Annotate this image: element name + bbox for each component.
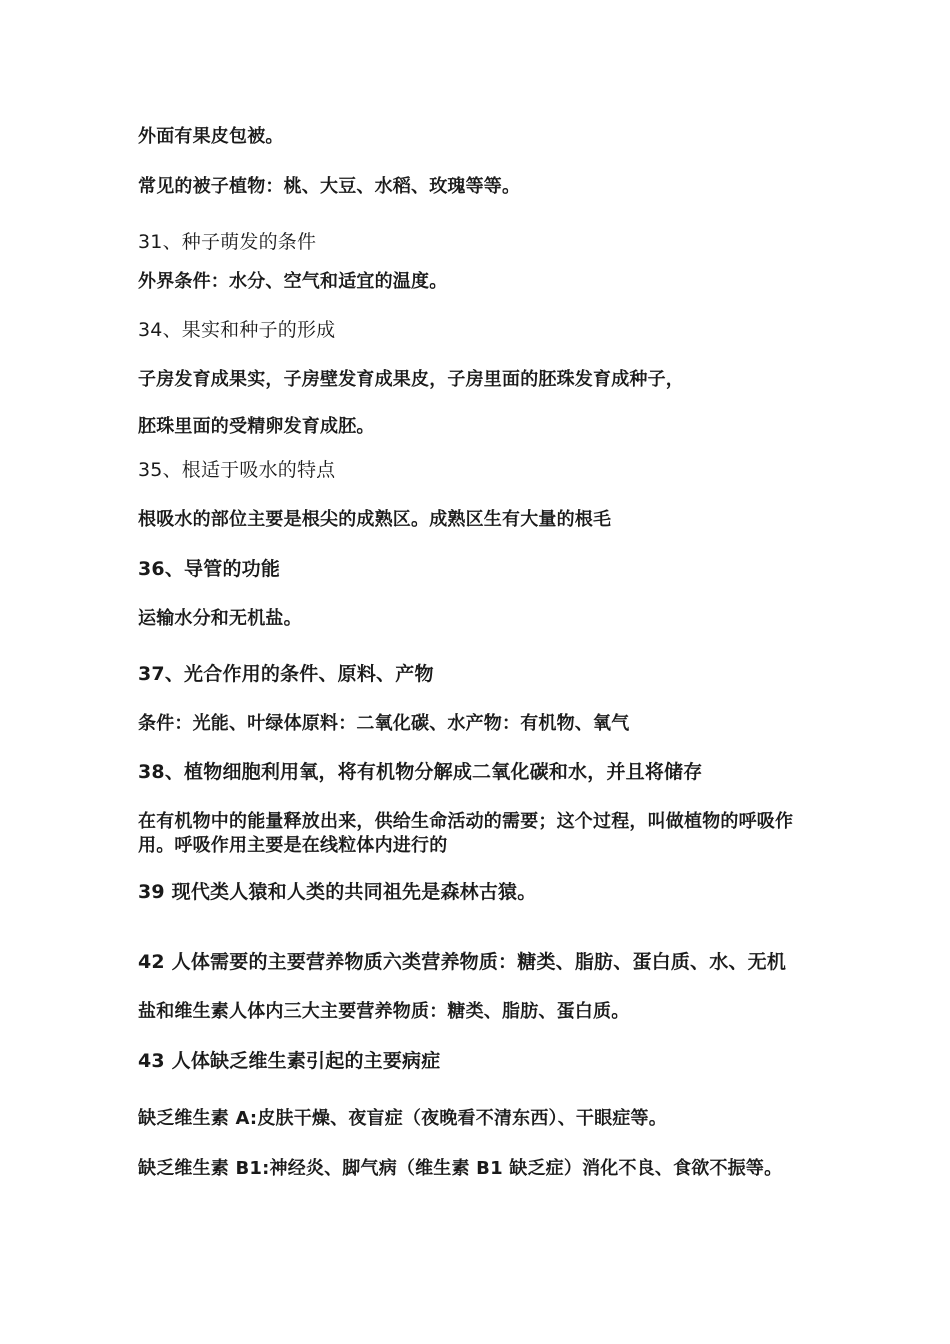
heading-31: 31、种子萌发的条件 <box>138 231 317 253</box>
heading-34: 34、果实和种子的形成 <box>138 319 336 341</box>
heading-38: 38、植物细胞利用氧，将有机物分解成二氧化碳和水，并且将储存 <box>138 761 703 783</box>
heading-43: 43 人体缺乏维生素引起的主要病症 <box>138 1050 441 1072</box>
text-line-root-absorption: 根吸水的部位主要是根尖的成熟区。成熟区生有大量的根毛 <box>138 509 612 530</box>
text-line-common-angiosperms: 常见的被子植物：桃、大豆、水稻、玫瑰等等。 <box>138 176 521 197</box>
text-line-three-nutrients: 盐和维生素人体内三大主要营养物质：糖类、脂肪、蛋白质。 <box>138 1001 630 1022</box>
text-line-vessel-function: 运输水分和无机盐。 <box>138 608 302 629</box>
text-line-ovule-embryo: 胚珠里面的受精卵发育成胚。 <box>138 416 375 437</box>
heading-37: 37、光合作用的条件、原料、产物 <box>138 663 434 685</box>
text-line-respiration: 在有机物中的能量释放出来，供给生命活动的需要；这个过程，叫做植物的呼吸作用。呼吸作用主要是在线粒体内进行的 <box>138 811 794 856</box>
text-line-outer-pericarp: 外面有果皮包被。 <box>138 126 284 147</box>
text-line-external-conditions: 外界条件：水分、空气和适宜的温度。 <box>138 271 448 292</box>
heading-42: 42 人体需要的主要营养物质六类营养物质：糖类、脂肪、蛋白质、水、无机 <box>138 951 787 973</box>
heading-36: 36、导管的功能 <box>138 558 281 580</box>
text-line-vitamin-b1: 缺乏维生素 B1:神经炎、脚气病（维生素 B1 缺乏症）消化不良、食欲不振等。 <box>138 1158 783 1179</box>
text-line-photosynthesis: 条件：光能、叶绿体原料：二氧化碳、水产物：有机物、氧气 <box>138 713 630 734</box>
heading-35: 35、根适于吸水的特点 <box>138 459 336 481</box>
heading-39: 39 现代类人猿和人类的共同祖先是森林古猿。 <box>138 881 537 903</box>
text-line-vitamin-a: 缺乏维生素 A:皮肤干燥、夜盲症（夜晚看不清东西）、干眼症等。 <box>138 1108 667 1129</box>
text-line-ovary-development: 子房发育成果实，子房壁发育成果皮，子房里面的胚珠发育成种子， <box>138 369 684 390</box>
